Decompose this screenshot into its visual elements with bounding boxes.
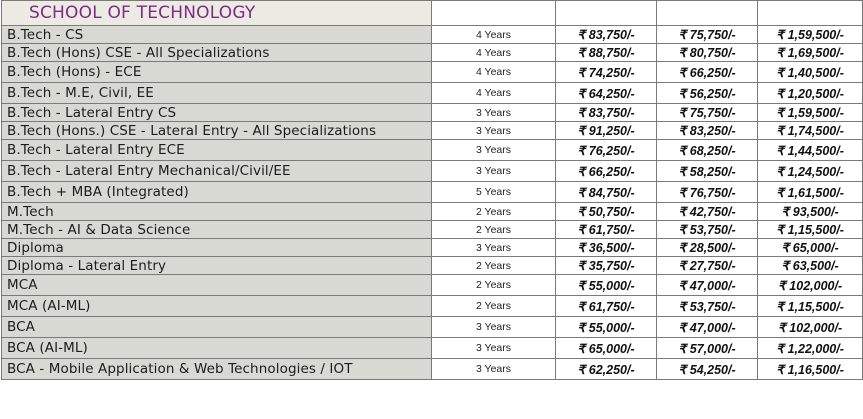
fee-cell: ₹ 55,000/- — [556, 317, 657, 338]
duration-cell: 3 Years — [432, 122, 556, 140]
fee-cell: ₹ 56,250/- — [657, 83, 758, 104]
fee-cell: ₹ 1,16,500/- — [758, 359, 863, 380]
fee-table — [1, 0, 863, 380]
fee-cell: ₹ 76,750/- — [657, 182, 758, 203]
fee-cell: ₹ 1,15,500/- — [758, 221, 863, 239]
course-name-cell: BCA (AI-ML) — [2, 338, 432, 359]
fee-cell: ₹ 61,750/- — [556, 296, 657, 317]
fee-cell: ₹ 27,750/- — [657, 257, 758, 275]
fee-cell: ₹ 57,000/- — [657, 338, 758, 359]
fee-cell: ₹ 66,250/- — [556, 161, 657, 182]
fee-cell: ₹ 66,250/- — [657, 62, 758, 83]
table-row — [2, 275, 863, 296]
table-row — [2, 122, 863, 140]
fee-cell: ₹ 28,500/- — [657, 239, 758, 257]
duration-cell: 4 Years — [432, 83, 556, 104]
fee-cell: ₹ 1,74,500/- — [758, 122, 863, 140]
fee-cell: ₹ 53,750/- — [657, 296, 758, 317]
table-row — [2, 203, 863, 221]
fee-cell: ₹ 63,500/- — [758, 257, 863, 275]
course-name-cell: Diploma — [2, 239, 432, 257]
fee-cell: ₹ 55,000/- — [556, 275, 657, 296]
fee-cell: ₹ 64,250/- — [556, 83, 657, 104]
fee-cell: ₹ 54,250/- — [657, 359, 758, 380]
fee-cell: ₹ 83,250/- — [657, 122, 758, 140]
fee-cell: ₹ 1,44,500/- — [758, 140, 863, 161]
duration-cell: 3 Years — [432, 104, 556, 122]
duration-cell: 3 Years — [432, 338, 556, 359]
fee-cell: ₹ 80,750/- — [657, 44, 758, 62]
fee-cell: ₹ 88,750/- — [556, 44, 657, 62]
fee-cell: ₹ 1,24,500/- — [758, 161, 863, 182]
fee-cell: ₹ 1,69,500/- — [758, 44, 863, 62]
fee-table-body — [2, 1, 863, 380]
course-name-cell: B.Tech - M.E, Civil, EE — [2, 83, 432, 104]
duration-cell: 3 Years — [432, 317, 556, 338]
course-name-cell: B.Tech - CS — [2, 26, 432, 44]
duration-cell: 2 Years — [432, 221, 556, 239]
fee-cell: ₹ 102,000/- — [758, 275, 863, 296]
fee-cell: ₹ 1,59,500/- — [758, 104, 863, 122]
course-name-cell: B.Tech - Lateral Entry ECE — [2, 140, 432, 161]
fee-cell: ₹ 50,750/- — [556, 203, 657, 221]
table-row — [2, 239, 863, 257]
table-row — [2, 182, 863, 203]
table-row — [2, 317, 863, 338]
section-header-row — [2, 1, 863, 26]
duration-cell: 4 Years — [432, 44, 556, 62]
duration-cell: 3 Years — [432, 140, 556, 161]
table-row — [2, 161, 863, 182]
fee-cell: ₹ 93,500/- — [758, 203, 863, 221]
course-name-cell: MCA — [2, 275, 432, 296]
fee-cell: ₹ 61,750/- — [556, 221, 657, 239]
fee-cell: ₹ 83,750/- — [556, 26, 657, 44]
fee-cell: ₹ 1,22,000/- — [758, 338, 863, 359]
fee-cell: ₹ 68,250/- — [657, 140, 758, 161]
fee-cell: ₹ 1,59,500/- — [758, 26, 863, 44]
table-row — [2, 62, 863, 83]
table-row — [2, 221, 863, 239]
header-blank-cell — [758, 1, 863, 26]
fee-cell: ₹ 1,20,500/- — [758, 83, 863, 104]
fee-cell: ₹ 47,000/- — [657, 317, 758, 338]
fee-cell: ₹ 1,61,500/- — [758, 182, 863, 203]
fee-cell: ₹ 1,15,500/- — [758, 296, 863, 317]
duration-cell: 4 Years — [432, 26, 556, 44]
course-name-cell: B.Tech (Hons) - ECE — [2, 62, 432, 83]
course-name-cell: BCA — [2, 317, 432, 338]
header-blank-cell — [657, 1, 758, 26]
fee-cell: ₹ 47,000/- — [657, 275, 758, 296]
table-row — [2, 359, 863, 380]
table-row — [2, 140, 863, 161]
duration-cell: 3 Years — [432, 359, 556, 380]
table-row — [2, 257, 863, 275]
duration-cell: 2 Years — [432, 296, 556, 317]
course-name-cell: B.Tech (Hons.) CSE - Lateral Entry - All Specializations — [2, 122, 432, 140]
course-name-cell: BCA - Mobile Application & Web Technologies / IOT — [2, 359, 432, 380]
fee-cell: ₹ 75,750/- — [657, 104, 758, 122]
duration-cell: 2 Years — [432, 203, 556, 221]
table-row — [2, 44, 863, 62]
fee-cell: ₹ 102,000/- — [758, 317, 863, 338]
duration-cell: 3 Years — [432, 239, 556, 257]
fee-cell: ₹ 84,750/- — [556, 182, 657, 203]
section-title: SCHOOL OF TECHNOLOGY — [29, 3, 256, 23]
section-title-cell — [2, 1, 432, 26]
table-row — [2, 26, 863, 44]
course-name-cell: B.Tech - Lateral Entry Mechanical/Civil/EE — [2, 161, 432, 182]
course-name-cell: B.Tech - Lateral Entry CS — [2, 104, 432, 122]
fee-cell: ₹ 62,250/- — [556, 359, 657, 380]
fee-cell: ₹ 35,750/- — [556, 257, 657, 275]
fee-cell: ₹ 65,000/- — [556, 338, 657, 359]
fee-cell: ₹ 75,750/- — [657, 26, 758, 44]
table-row — [2, 83, 863, 104]
course-name-cell: B.Tech + MBA (Integrated) — [2, 182, 432, 203]
fee-cell: ₹ 1,40,500/- — [758, 62, 863, 83]
fee-cell: ₹ 91,250/- — [556, 122, 657, 140]
table-row — [2, 104, 863, 122]
fee-cell: ₹ 65,000/- — [758, 239, 863, 257]
fee-cell: ₹ 36,500/- — [556, 239, 657, 257]
course-name-cell: M.Tech — [2, 203, 432, 221]
header-blank-cell — [556, 1, 657, 26]
table-row — [2, 296, 863, 317]
course-name-cell: MCA (AI-ML) — [2, 296, 432, 317]
duration-cell: 5 Years — [432, 182, 556, 203]
fee-cell: ₹ 42,750/- — [657, 203, 758, 221]
table-row — [2, 338, 863, 359]
header-blank-cell — [432, 1, 556, 26]
course-name-cell: Diploma - Lateral Entry — [2, 257, 432, 275]
course-name-cell: M.Tech - AI & Data Science — [2, 221, 432, 239]
fee-cell: ₹ 53,750/- — [657, 221, 758, 239]
fee-cell: ₹ 76,250/- — [556, 140, 657, 161]
fee-cell: ₹ 74,250/- — [556, 62, 657, 83]
duration-cell: 2 Years — [432, 257, 556, 275]
fee-cell: ₹ 58,250/- — [657, 161, 758, 182]
fee-cell: ₹ 83,750/- — [556, 104, 657, 122]
duration-cell: 2 Years — [432, 275, 556, 296]
course-name-cell: B.Tech (Hons) CSE - All Specializations — [2, 44, 432, 62]
duration-cell: 4 Years — [432, 62, 556, 83]
duration-cell: 3 Years — [432, 161, 556, 182]
